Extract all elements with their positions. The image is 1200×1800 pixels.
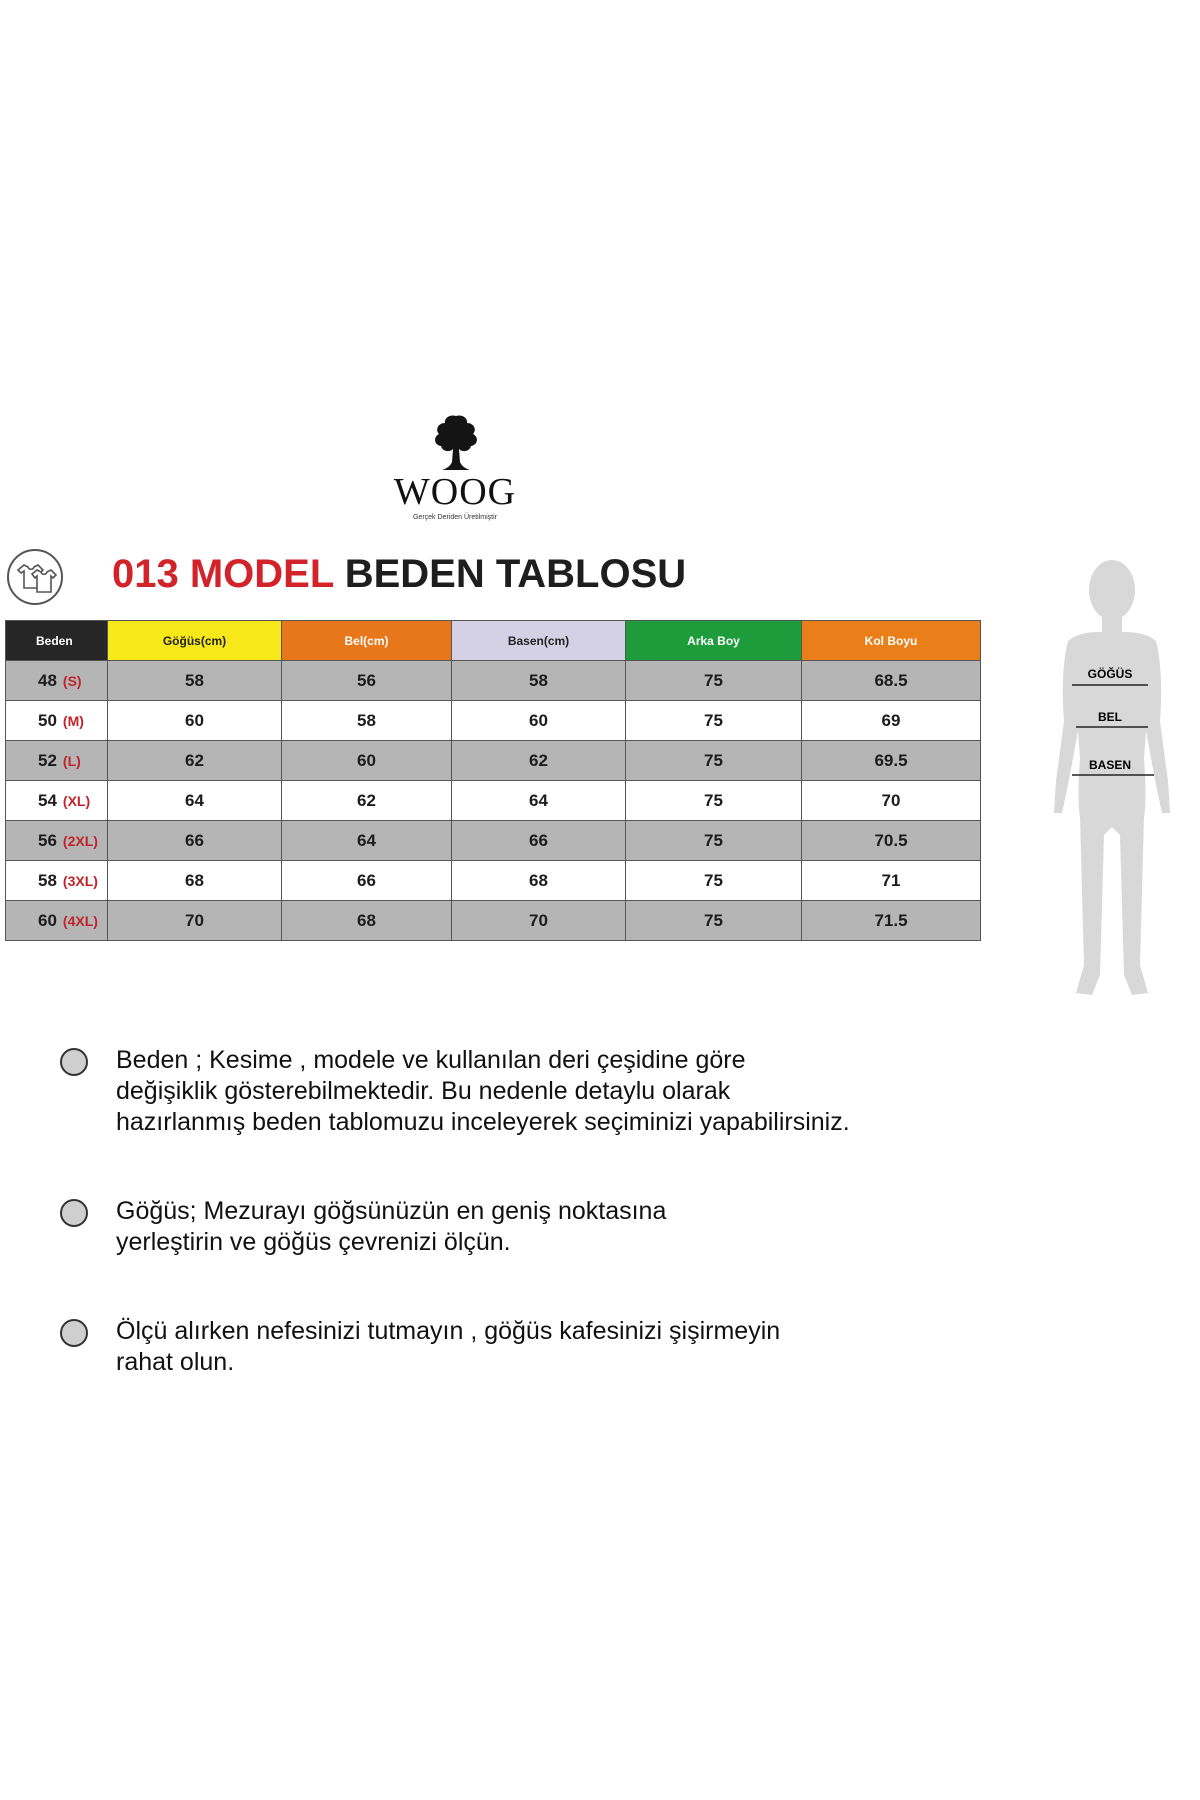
note-line: Beden ; Kesime , modele ve kullanılan deri çeşidine göre <box>116 1046 746 1074</box>
table-row <box>6 901 981 941</box>
note-item <box>60 1045 1060 1145</box>
size-number: 56 <box>38 830 57 850</box>
note-item <box>60 1316 1060 1386</box>
size-letter: (3XL) <box>62 872 98 889</box>
table-cell: 69 <box>802 701 981 741</box>
size-table <box>5 620 981 941</box>
bullet-circle-icon <box>60 1048 88 1076</box>
note-line: rahat olun. <box>116 1348 235 1376</box>
header-basen: Basen(cm) <box>452 621 626 661</box>
size-cell <box>6 901 108 941</box>
table-cell: 64 <box>108 781 282 821</box>
header-beden: Beden <box>6 621 108 661</box>
size-number: 50 <box>38 710 57 730</box>
label-gogus: GÖĞÜS <box>1087 667 1133 681</box>
label-bel: BEL <box>1098 710 1122 724</box>
table-cell: 75 <box>626 901 802 941</box>
title-model: 013 MODEL <box>112 552 334 596</box>
table-cell: 60 <box>108 701 282 741</box>
table-cell: 60 <box>282 741 452 781</box>
table-cell: 68 <box>452 861 626 901</box>
size-number: 48 <box>38 670 57 690</box>
table-cell: 70 <box>452 901 626 941</box>
table-cell: 68 <box>282 901 452 941</box>
table-cell: 58 <box>108 661 282 701</box>
size-letter: (S) <box>62 672 82 689</box>
brand-name: WOOG <box>393 471 517 513</box>
table-cell: 62 <box>452 741 626 781</box>
note-line: Göğüs; Mezurayı göğsünüzün en geniş noktasına <box>116 1197 667 1225</box>
table-cell: 75 <box>626 781 802 821</box>
note-line: Ölçü alırken nefesinizi tutmayın , göğüs kafesinizi şişirmeyin <box>116 1317 781 1345</box>
size-cell <box>6 701 108 741</box>
table-cell: 70.5 <box>802 821 981 861</box>
table-cell: 69.5 <box>802 741 981 781</box>
brand-tagline: Gerçek Deriden Üretilmiştir <box>412 514 498 521</box>
size-letter: (2XL) <box>62 832 98 849</box>
bullet-circle-icon <box>60 1199 88 1227</box>
table-cell: 71 <box>802 861 981 901</box>
table-cell: 58 <box>282 701 452 741</box>
body-figure-illustration <box>1020 545 1200 1015</box>
label-basen: BASEN <box>1088 758 1132 772</box>
size-number: 58 <box>38 870 57 890</box>
table-cell: 64 <box>452 781 626 821</box>
table-cell: 62 <box>282 781 452 821</box>
note-line: değişiklik gösterebilmektedir. Bu nedenle detaylu olarak <box>116 1077 731 1105</box>
title-beden-tablosu: BEDEN TABLOSU <box>344 552 687 596</box>
table-cell: 75 <box>626 861 802 901</box>
table-cell: 60 <box>452 701 626 741</box>
table-row <box>6 861 981 901</box>
size-letter: (L) <box>62 752 81 769</box>
size-cell <box>6 861 108 901</box>
table-cell: 68 <box>108 861 282 901</box>
table-row <box>6 781 981 821</box>
size-cell <box>6 821 108 861</box>
table-cell: 75 <box>626 661 802 701</box>
table-cell: 62 <box>108 741 282 781</box>
table-cell: 58 <box>452 661 626 701</box>
size-number: 54 <box>38 790 57 810</box>
shirt-icon <box>6 548 64 606</box>
size-letter: (M) <box>62 712 84 729</box>
table-body <box>6 661 981 941</box>
table-cell: 64 <box>282 821 452 861</box>
note-item <box>60 1196 1060 1266</box>
table-row <box>6 701 981 741</box>
table-cell: 75 <box>626 741 802 781</box>
note-line: yerleştirin ve göğüs çevrenizi ölçün. <box>116 1228 511 1256</box>
table-cell: 66 <box>282 861 452 901</box>
size-number: 60 <box>38 910 57 930</box>
table-header-row <box>6 621 981 661</box>
table-row <box>6 661 981 701</box>
header-gogus: Göğüs(cm) <box>108 621 282 661</box>
header-arka-boy: Arka Boy <box>626 621 802 661</box>
table-cell: 71.5 <box>802 901 981 941</box>
table-cell: 68.5 <box>802 661 981 701</box>
page-title <box>112 552 686 597</box>
table-cell: 75 <box>626 701 802 741</box>
bullet-circle-icon <box>60 1319 88 1347</box>
table-row <box>6 821 981 861</box>
size-cell <box>6 781 108 821</box>
size-letter: (4XL) <box>62 912 98 929</box>
note-line: hazırlanmış beden tablomuzu inceleyerek seçiminizi yapabilirsiniz. <box>116 1108 850 1136</box>
table-cell: 56 <box>282 661 452 701</box>
table-cell: 66 <box>108 821 282 861</box>
header-kol-boyu: Kol Boyu <box>802 621 981 661</box>
size-cell <box>6 741 108 781</box>
header-bel: Bel(cm) <box>282 621 452 661</box>
table-cell: 70 <box>108 901 282 941</box>
size-cell <box>6 661 108 701</box>
table-cell: 75 <box>626 821 802 861</box>
table-cell: 66 <box>452 821 626 861</box>
tree-logo-icon <box>430 412 482 474</box>
table-cell: 70 <box>802 781 981 821</box>
size-letter: (XL) <box>62 792 91 809</box>
size-number: 52 <box>38 750 57 770</box>
table-row <box>6 741 981 781</box>
